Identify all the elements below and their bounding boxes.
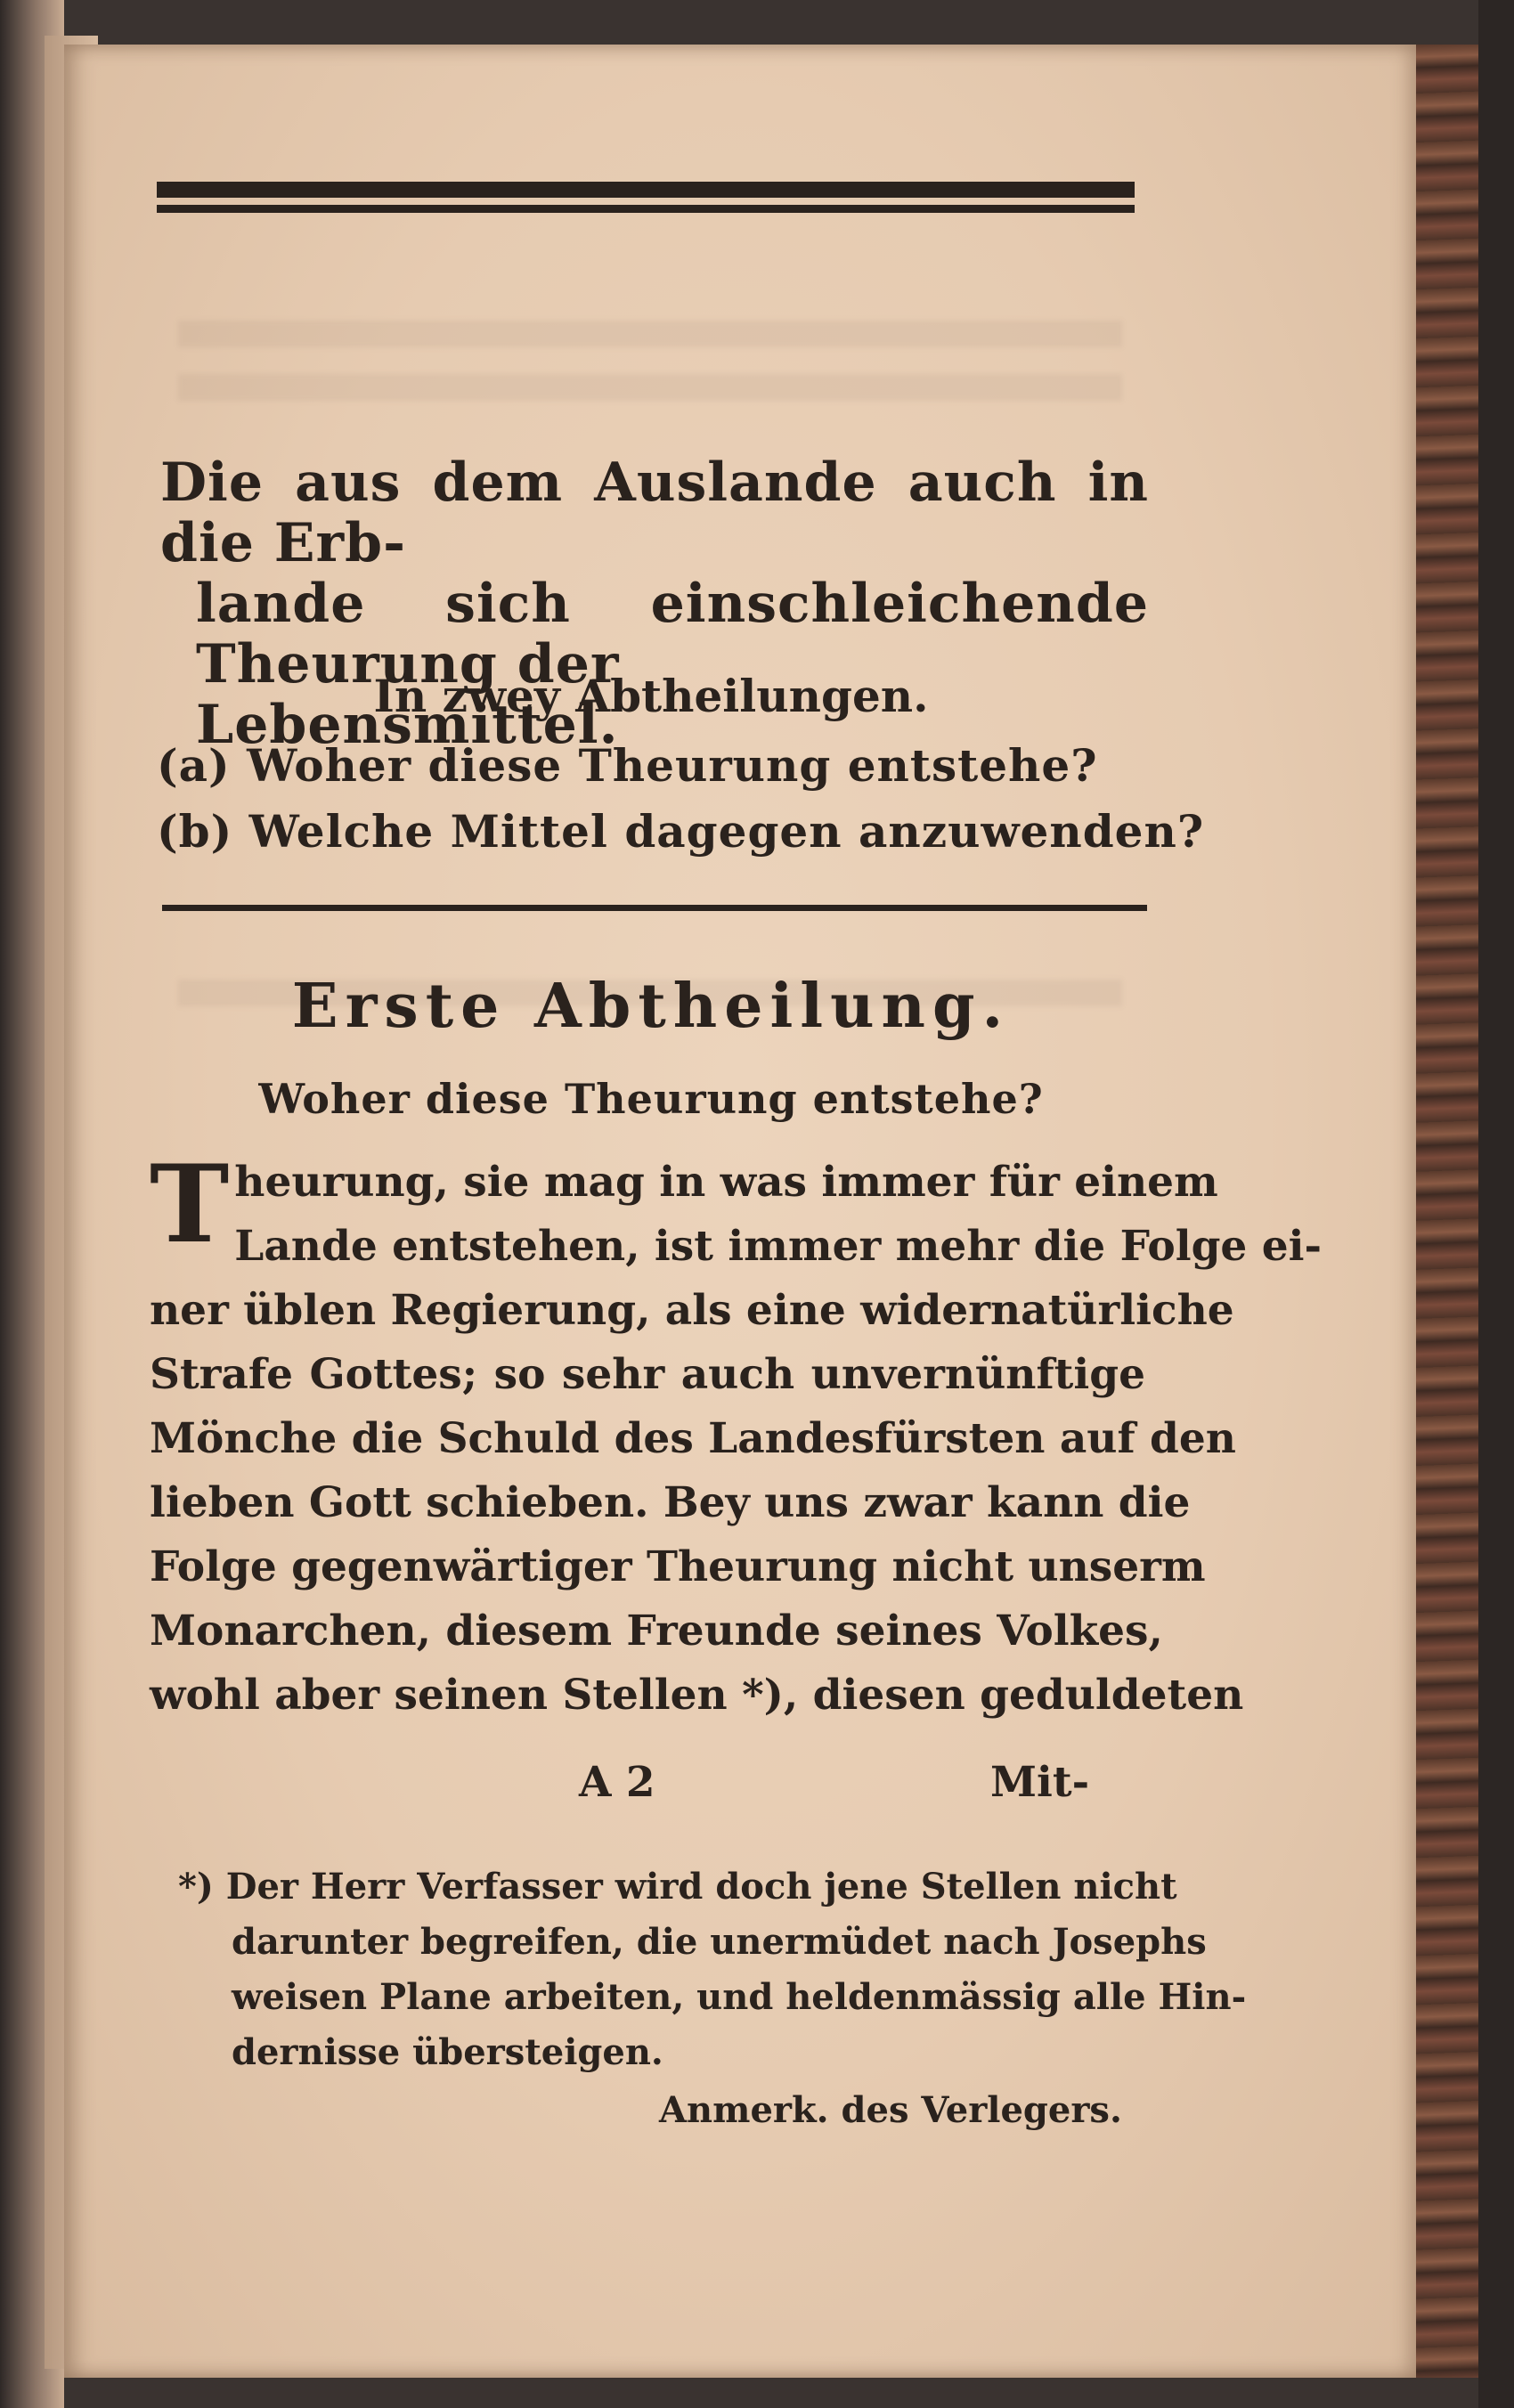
- section-heading: Erste Abtheilung.: [291, 971, 1011, 1042]
- footnote-line: darunter begreifen, die unermüdet nach Josephs: [232, 1921, 1207, 1963]
- body-line: wohl aber seinen Stellen *), diesen geduldeten: [150, 1671, 1244, 1720]
- section-rule: [162, 905, 1147, 911]
- header-double-rule: [157, 182, 1135, 223]
- catchword: Mit-: [990, 1758, 1090, 1807]
- title-line: Lebensmittel.: [196, 694, 619, 756]
- body-line: Monarchen, diesem Freunde seines Volkes,: [150, 1607, 1163, 1656]
- footnote: [178, 1859, 1247, 2080]
- scan-right-edge: [1478, 0, 1514, 2408]
- body-paragraph: [150, 1142, 1322, 1728]
- drop-cap: T: [150, 1142, 230, 1267]
- body-line: Strafe Gottes; so sehr auch unvernünftige: [150, 1350, 1145, 1399]
- body-line: ner üblen Regierung, als eine widernatürliche: [150, 1286, 1234, 1335]
- section-subheading: Woher diese Theurung entstehe?: [258, 1075, 1044, 1123]
- body-line: Folge gegenwärtiger Theurung nicht unserm: [150, 1542, 1206, 1591]
- footnote-line: weisen Plane arbeiten, und heldenmässig alle Hin-: [232, 1976, 1247, 2018]
- footnote-line: dernisse übersteigen.: [232, 2031, 663, 2073]
- question-b: (b) Welche Mittel dagegen anzuwenden?: [157, 805, 1205, 858]
- title-line: Die aus dem Auslande auch in die Erb-: [160, 452, 1149, 574]
- body-line: lieben Gott schieben. Bey uns zwar kann die: [150, 1478, 1191, 1527]
- question-a: (a) Woher diese Theurung entstehe?: [157, 739, 1098, 792]
- footnote-line: *) Der Herr Verfasser wird doch jene Stellen nicht: [178, 1866, 1177, 1908]
- subtitle: In zwey Abtheilungen.: [373, 670, 929, 722]
- body-line: heurung, sie mag in was immer für einem: [234, 1158, 1218, 1207]
- book-spine: [1416, 45, 1478, 2378]
- bleed-through: [178, 321, 1122, 347]
- bleed-through: [178, 374, 1122, 401]
- title-line: lande sich einschleichende Theurung der: [196, 573, 1149, 696]
- publisher-note: Anmerk. des Verlegers.: [659, 2089, 1122, 2131]
- body-line: Lande entstehen, ist immer mehr die Folge ei-: [234, 1222, 1322, 1271]
- body-line: Mönche die Schuld des Landesfürsten auf den: [150, 1414, 1236, 1463]
- page-signature: A 2: [579, 1758, 655, 1807]
